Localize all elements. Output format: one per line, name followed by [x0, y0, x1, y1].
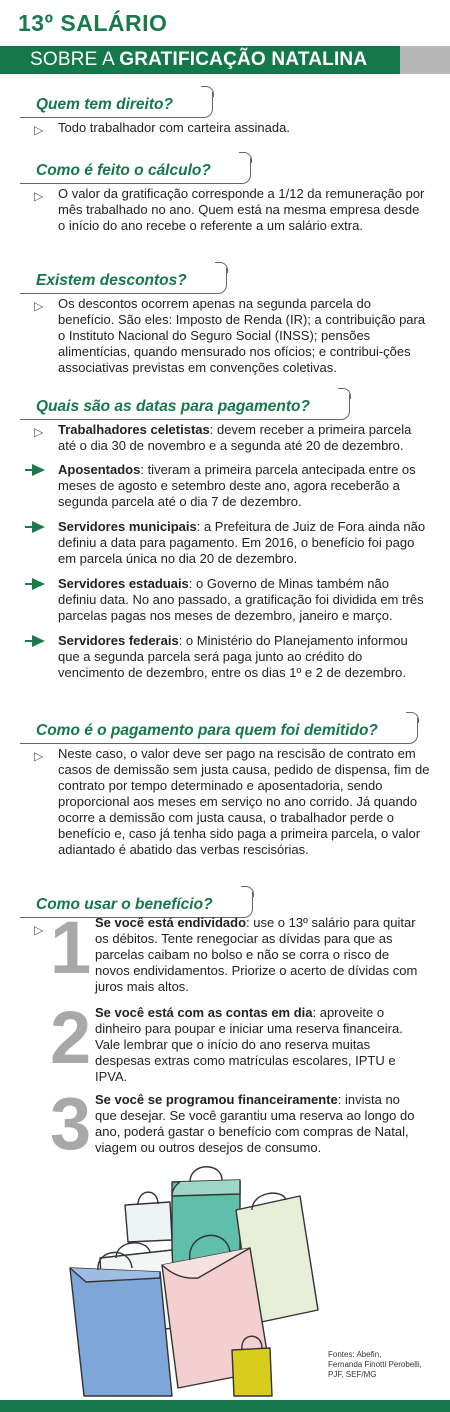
section-dates	[20, 398, 430, 681]
section-calc	[20, 162, 430, 234]
answer-body: Todo trabalhador com carteira assinada.	[58, 120, 290, 135]
arrow-right-icon	[32, 464, 45, 476]
subtitle-bar-end	[400, 46, 450, 74]
source-line: Fontes: Abefin,	[328, 1350, 382, 1359]
question-heading: Quem tem direito?	[20, 96, 213, 115]
bag-icon	[70, 1252, 172, 1396]
date-item	[20, 519, 430, 567]
section-dismissed	[20, 722, 430, 858]
answer-body: O valor da gratificação corresponde a 1/12 da remuneração por mês trabalhado no ano. Quem está na mesma empresa desde o início do ano recebe o referente a um salário extra.	[58, 186, 425, 233]
item-label: Servidores estaduais	[58, 576, 189, 591]
section-who	[20, 96, 430, 136]
question-heading: Como usar o benefício?	[20, 896, 253, 915]
tip-label: Se você está endividado	[95, 915, 247, 930]
tip-body: : use o 13º salário para quitar os débitos. Tente renegociar as dívidas para que as parcelas caibam no bolso e não se corra o risco de novos endividamentos. Priorize o acerto de dívidas com juros mais altos.	[95, 915, 418, 994]
question-heading: Como é o pagamento para quem foi demitido?	[20, 722, 418, 741]
number-one: 1	[50, 906, 92, 989]
shopping-bags-illustration	[0, 1160, 330, 1400]
tip-label: Se você se programou financeiramente	[95, 1092, 338, 1107]
pointer-arrow-icon: ▷	[34, 749, 44, 763]
question-heading: Existem descontos?	[20, 272, 227, 291]
pointer-arrow-icon: ▷	[34, 123, 44, 137]
item-label: Trabalhadores celetistas	[58, 422, 210, 437]
date-item	[20, 633, 430, 681]
sources-note	[328, 1350, 443, 1380]
pointer-arrow-icon: ▷	[34, 299, 44, 313]
arrow-right-icon	[32, 521, 45, 533]
answer-text	[20, 186, 430, 234]
subtitle-prefix: SOBRE A	[30, 49, 120, 70]
question-heading: Quais são as datas para pagamento?	[20, 398, 350, 417]
item-text: : devem receber a primeira parcela até o dia 30 de novembro e a segunda até 20 de dezembro.	[58, 422, 412, 453]
item-text: : o Ministério do Planejamento informou que a segunda parcela será paga junto ao crédito do vencimento de dezembro, entre os dias 1º e 2 de dezembro.	[58, 633, 408, 680]
item-label: Servidores municipais	[58, 519, 197, 534]
item-label: Servidores federais	[58, 633, 179, 648]
tip-text	[95, 1092, 425, 1156]
tip-text	[95, 915, 425, 995]
answer-text	[20, 296, 430, 376]
date-item	[20, 422, 430, 454]
bag-icon	[125, 1192, 172, 1242]
item-text: : tiveram a primeira parcela antecipada entre os meses de agosto e setembro deste ano, agora receberão a segunda parcela até o dia 7 de dezembro.	[58, 462, 416, 509]
answer-text	[20, 120, 430, 136]
answer-body: Os descontos ocorrem apenas na segunda parcela do benefício. São eles: Imposto de Renda (IR); a contribuição para o Instituto Nacional do Seguro Social (INSS); pensões alimentícias, quando mensurado nos ofícios; e contribui-ções associativas previstas em convenções coletivas.	[58, 296, 426, 375]
source-line: PJF, SEF/MG	[328, 1370, 377, 1379]
date-item	[20, 462, 430, 510]
question-heading: Como é feito o cálculo?	[20, 162, 251, 181]
item-text: : a Prefeitura de Juiz de Fora ainda não definiu a data para pagamento. Em 2016, o benefício foi pago em parcela única no dia 20 de dezembro.	[58, 519, 426, 566]
pointer-arrow-icon: ▷	[34, 923, 44, 937]
footer-bar	[0, 1400, 450, 1412]
pointer-arrow-icon: ▷	[34, 189, 44, 203]
tip-body: : aproveite o dinheiro para poupar e iniciar uma reserva financeira. Vale lembrar que o início do ano reserva muitas despesas extras como matrículas escolares, IPTU e IPVA.	[95, 1005, 403, 1084]
subtitle-bar	[0, 46, 400, 74]
number-two: 2	[50, 996, 92, 1079]
tip-label: Se você está com as contas em dia	[95, 1005, 313, 1020]
tip-text	[95, 1005, 425, 1085]
item-text: : o Governo de Minas também não definiu data. No ano passado, a gratificação foi dividida em três parcelas pagas nos meses de dezembro, janeiro e março.	[58, 576, 424, 623]
arrow-right-icon	[32, 635, 45, 647]
answer-body: Neste caso, o valor deve ser pago na rescisão de contrato em casos de demissão sem justa causa, pedido de dispensa, fim de contrato por tempo determinado e aposentadoria, sendo proporcional aos meses em serviço no ano corrido. Já quando ocorre a demissão com justa causa, o trabalhador perde o benefício e, caso já tenha sido paga a primeira parcela, o valor adiantado é abatido das verbas rescisórias.	[58, 746, 430, 857]
pointer-arrow-icon: ▷	[34, 425, 44, 439]
number-three: 3	[50, 1082, 92, 1165]
section-discounts	[20, 272, 430, 376]
tip-body: : invista no que desejar. Se você garantiu uma reserva ao longo do ano, poderá gastar o benefício com compras de Natal, viagem ou outros desejos de consumo.	[95, 1092, 415, 1155]
source-line: Fernanda Finotti Perobelli,	[328, 1360, 422, 1369]
answer-text	[20, 746, 430, 858]
date-item	[20, 576, 430, 624]
subtitle-bold: GRATIFICAÇÃO NATALINA	[119, 49, 368, 70]
arrow-right-icon	[32, 578, 45, 590]
page-title: 13º SALÁRIO	[18, 10, 168, 36]
item-label: Aposentados	[58, 462, 141, 477]
